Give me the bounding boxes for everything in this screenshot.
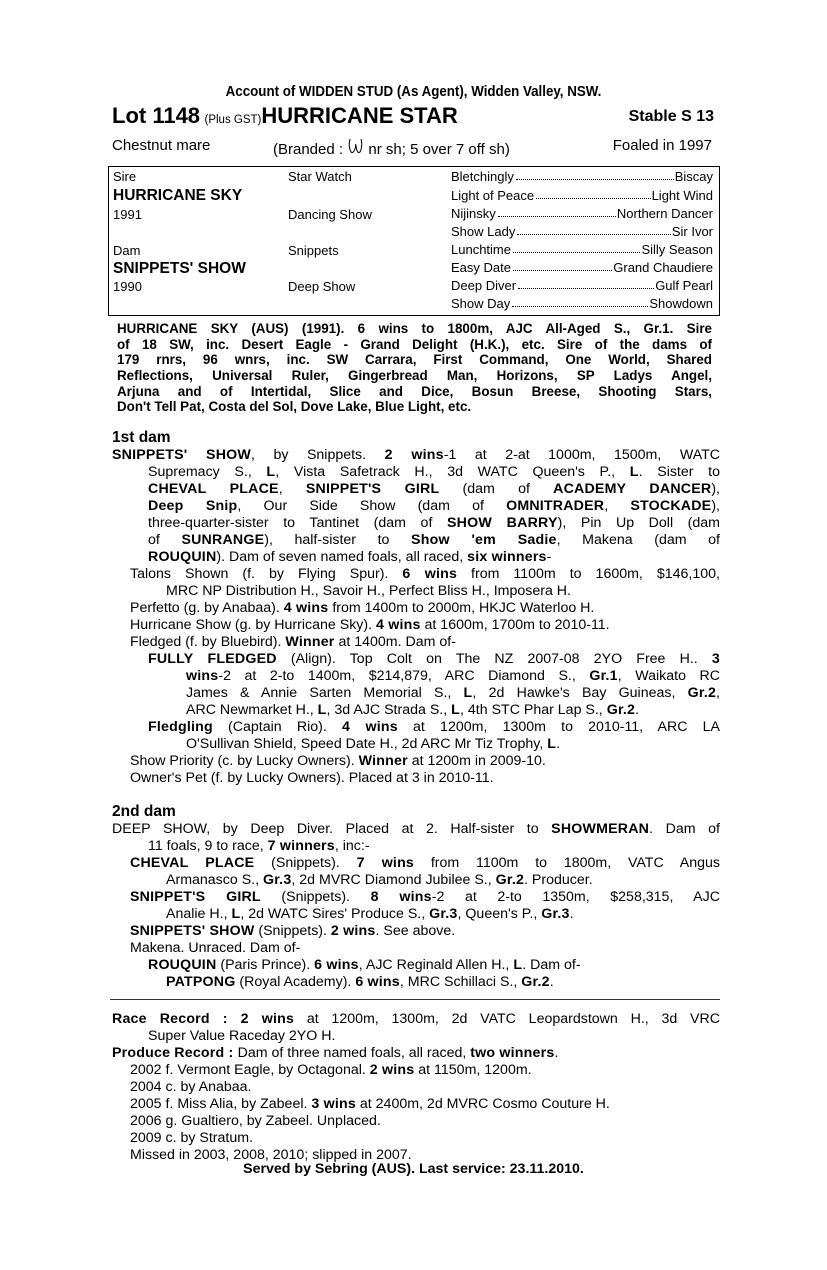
text-line <box>166 583 720 600</box>
text-line <box>130 617 720 634</box>
text: DEEP SHOW, by Deep Diver. Placed at 2. Half-sister to <box>112 821 552 837</box>
text-line <box>186 685 720 702</box>
text-line <box>130 770 720 787</box>
text: Super Value Raceday 2YO H. <box>148 1028 336 1044</box>
text: . <box>549 974 554 990</box>
text: (Snippets). <box>254 923 331 939</box>
second-dam-heading: 2nd dam <box>112 803 176 820</box>
text: , Waikato RC <box>617 668 720 684</box>
sire-summary-line: 179 rnrs, 96 wnrs, inc. SW Carrara, First Command, One World, Shared <box>117 352 712 368</box>
bold-text: Winner <box>358 753 408 769</box>
pedigree-table <box>108 166 720 316</box>
bold-text: L <box>231 906 241 922</box>
text: ), half-sister to <box>264 532 412 548</box>
ancestor-sire: Deep Diver <box>451 278 517 293</box>
dam-name: SNIPPETS' SHOW <box>113 260 246 277</box>
bold-text: Show 'em Sadie <box>411 532 557 548</box>
ancestor-sire: Lunchtime <box>451 242 511 257</box>
text-line <box>148 719 720 736</box>
bold-text: SNIPPETS' SHOW <box>112 447 251 463</box>
text-line <box>130 1079 720 1096</box>
text: -2 at 2-to 1350m, $258,315, AJC <box>431 889 720 905</box>
ancestor-sire: Nijinsky <box>451 206 496 221</box>
text: three-quarter-sister to Tantinet (dam of <box>148 515 447 531</box>
ancestor-sire: Easy Date <box>451 260 511 275</box>
bold-text: L <box>451 702 461 718</box>
text: , Our Side Show (dam of <box>237 498 507 514</box>
ancestor-row <box>451 278 713 293</box>
ancestor-sire: Show Day <box>451 296 511 311</box>
brand-mark-icon <box>347 137 364 155</box>
text: , Makena (dam of <box>556 532 721 548</box>
text: O'Sullivan Shield, Speed Date H., 2d ARC Mr Tiz Trophy, <box>186 736 548 752</box>
ancestor-dam-sire: Sir Ivor <box>671 224 713 239</box>
text: -1 at 2-at 1000m, 1500m, WATC <box>443 447 721 463</box>
text: (Captain Rio). <box>212 719 343 735</box>
text-line <box>112 1045 720 1062</box>
bold-text: CHEVAL PLACE <box>148 481 279 497</box>
text: , inc:- <box>334 838 370 854</box>
bold-text: Winner <box>285 634 335 650</box>
ancestor-row <box>451 260 713 275</box>
sire-label: Sire <box>113 169 137 184</box>
text-line <box>130 753 720 770</box>
text: from 1100m to 1800m, VATC Angus <box>414 855 720 871</box>
stable-number: Stable S 13 <box>628 108 714 125</box>
text: , 2d MVRC Diamond Jubilee S., <box>291 872 496 888</box>
brand-prefix: (Branded : <box>273 141 348 158</box>
text: Dam of three named foals, all raced, <box>237 1045 471 1061</box>
text: , 2d WATC Sires' Produce S., <box>240 906 430 922</box>
bold-text: 6 wins <box>402 566 458 582</box>
text: . Producer. <box>524 872 593 888</box>
text-line <box>130 855 720 872</box>
dam-year: 1990 <box>113 279 142 294</box>
text: . See above. <box>375 923 456 939</box>
text: Perfetto (g. by Anabaa). <box>130 600 284 616</box>
text-line <box>148 957 720 974</box>
text: , <box>716 685 720 701</box>
bold-text: STOCKADE <box>630 498 712 514</box>
bold-text: L <box>547 736 557 752</box>
bold-text: 6 wins <box>355 974 400 990</box>
text: . Sister to <box>638 464 720 480</box>
text: 2006 g. Gualtiero, by Zabeel. Unplaced. <box>130 1113 381 1129</box>
ancestor-dam-sire: Silly Season <box>641 242 713 257</box>
text: . <box>569 906 574 922</box>
bold-text: 2 wins <box>330 923 376 939</box>
horse-name: HURRICANE STAR <box>261 103 458 128</box>
text: Armanasco S., <box>166 872 263 888</box>
text-line <box>130 1062 720 1079</box>
text: (Snippets). <box>260 889 371 905</box>
bold-text: SNIPPETS' SHOW <box>130 923 255 939</box>
text: , by Snippets. <box>251 447 385 463</box>
bold-text: L <box>266 464 276 480</box>
sire-summary-line: Don't Tell Pat, Costa del Sol, Dove Lake, Blue Light, etc. <box>117 399 472 415</box>
bold-text: OMNITRADER <box>506 498 605 514</box>
bold-text: Gr.2 <box>606 702 636 718</box>
ancestor-dam-sire: Northern Dancer <box>616 206 713 221</box>
text: . Dam of- <box>522 957 581 973</box>
text: (Paris Prince). <box>216 957 315 973</box>
ancestor-dam-sire: Biscay <box>674 169 713 184</box>
text: . Dam of <box>649 821 720 837</box>
text: (Royal Academy). <box>235 974 356 990</box>
text-line <box>130 940 720 957</box>
text: 2004 c. by Anabaa. <box>130 1079 252 1095</box>
vendor-account: Account of WIDDEN STUD (As Agent), Widden Valley, NSW. <box>225 84 602 100</box>
dot-leader <box>516 169 674 180</box>
dot-leader <box>513 242 640 253</box>
bold-text: L <box>513 957 523 973</box>
text-line <box>112 821 720 838</box>
text-line <box>130 923 720 940</box>
sire-summary-line: of 18 SW, inc. Desert Eagle - Grand Delight (H.K.), etc. Sire of the dams of <box>117 336 712 352</box>
bold-text: 3 <box>711 651 720 667</box>
bold-text: wins <box>186 668 219 684</box>
text-line <box>112 447 720 464</box>
ancestor-sire: Light of Peace <box>451 188 535 203</box>
text: , AJC Reginald Allen H., <box>358 957 514 973</box>
sire-summary <box>117 321 712 415</box>
text: at 1150m, 1200m. <box>414 1062 532 1078</box>
text: of <box>148 532 182 548</box>
text-line <box>148 481 720 498</box>
bold-text: FULLY FLEDGED <box>148 651 277 667</box>
text: - <box>546 549 552 565</box>
bold-text: 7 winners <box>267 838 335 854</box>
text: . <box>554 1045 559 1061</box>
bold-text: 4 wins <box>376 617 421 633</box>
ancestor-dam-sire: Grand Chaudiere <box>613 260 713 275</box>
text: -2 at 2-to 1400m, $214,879, ARC Diamond S., <box>218 668 590 684</box>
service-note: Served by Sebring (AUS). Last service: 23.11.2010. <box>243 1161 584 1177</box>
brand-suffix: nr sh; 5 over 7 off sh) <box>364 141 510 158</box>
bold-text: Gr.3 <box>429 906 458 922</box>
gst-note: (Plus GST) <box>204 114 262 126</box>
text: Supremacy S., <box>148 464 267 480</box>
bold-text: Gr.2 <box>687 685 717 701</box>
bold-text: Deep Snip <box>148 498 238 514</box>
sire-summary-line: Arjuna and of Intertidal, Slice and Dice, Bosun Breese, Shooting Stars, <box>117 383 712 399</box>
text-line <box>148 838 720 855</box>
text-line <box>186 668 720 685</box>
bold-text: 3 wins <box>311 1096 356 1112</box>
bold-text: six winners <box>467 549 547 565</box>
text: , MRC Schillaci S., <box>399 974 522 990</box>
bold-text: Gr.2 <box>495 872 525 888</box>
bold-text: 4 wins <box>283 600 329 616</box>
ancestor-row <box>451 224 713 239</box>
bold-text: PATPONG <box>166 974 236 990</box>
ancestor-row <box>451 296 713 311</box>
text-line <box>130 1130 720 1147</box>
text: , 4th STC Phar Lap S., <box>460 702 607 718</box>
text: James & Annie Sarten Memorial S., <box>186 685 464 701</box>
bold-text: 4 wins <box>342 719 398 735</box>
bold-text: 8 wins <box>370 889 432 905</box>
text-line <box>166 974 720 991</box>
granddam-maternal: Deep Show <box>288 279 356 294</box>
bold-text: two winners <box>470 1045 555 1061</box>
ancestor-sire: Show Lady <box>451 224 516 239</box>
divider <box>110 999 720 1000</box>
text: (Align). Top Colt on The NZ 2007-08 2YO Free H.. <box>276 651 712 667</box>
sire-name: HURRICANE SKY <box>113 187 243 204</box>
sex-colour: Chestnut mare <box>112 137 211 154</box>
text-line <box>130 889 720 906</box>
text: Fledged (f. by Bluebird). <box>130 634 286 650</box>
bold-text: SNIPPET'S GIRL <box>305 481 440 497</box>
bold-text: CHEVAL PLACE <box>130 855 255 871</box>
text: 11 foals, 9 to race, <box>148 838 268 854</box>
ancestor-sire: Bletchingly <box>451 169 514 184</box>
text: at 1600m, 1700m to 2010-11. <box>420 617 610 633</box>
text-line <box>148 532 720 549</box>
text: 2002 f. Vermont Eagle, by Octagonal. <box>130 1062 370 1078</box>
text-line <box>148 498 720 515</box>
first-dam-heading: 1st dam <box>112 429 171 446</box>
foaled-year: Foaled in 1997 <box>612 137 712 154</box>
text: . <box>556 736 561 752</box>
text-line <box>148 651 720 668</box>
bold-text: L <box>629 464 639 480</box>
text: , <box>604 498 631 514</box>
horse-description <box>112 137 712 157</box>
text: 2009 c. by Stratum. <box>130 1130 254 1146</box>
bold-text: 6 wins <box>314 957 359 973</box>
text: Show Priority (c. by Lucky Owners). <box>130 753 359 769</box>
bold-text: SUNRANGE <box>181 532 265 548</box>
sire-summary-line: Reflections, Universal Ruler, Gingerbread Man, Horizons, SP Ladys Angel, <box>117 368 712 384</box>
ancestor-dam-sire: Showdown <box>649 296 713 311</box>
bold-text: Gr.1 <box>589 668 618 684</box>
ancestor-row <box>451 206 713 221</box>
bold-text: 2 wins <box>369 1062 415 1078</box>
text: ARC Newmarket H., <box>186 702 318 718</box>
text: Talons Shown (f. by Flying Spur). <box>130 566 403 582</box>
dot-leader <box>536 188 650 199</box>
bold-text: SNIPPET'S GIRL <box>130 889 261 905</box>
text: Hurricane Show (g. by Hurricane Sky). <box>130 617 377 633</box>
text-line <box>148 1028 720 1045</box>
bold-text: Gr.3 <box>541 906 570 922</box>
bold-text: L <box>317 702 327 718</box>
granddam-paternal: Dancing Show <box>288 207 372 222</box>
bold-text: ACADEMY DANCER <box>553 481 712 497</box>
grandsire-paternal: Star Watch <box>288 169 352 184</box>
bold-text: SHOWMERAN <box>551 821 650 837</box>
brand-info <box>273 137 510 158</box>
ancestor-row <box>451 169 713 184</box>
ancestor-row <box>451 242 713 257</box>
text: , 3d AJC Strada S., <box>326 702 452 718</box>
text: at 2400m, 2d MVRC Cosmo Couture H. <box>355 1096 610 1112</box>
text: Owner's Pet (f. by Lucky Owners). Placed at 3 in 2010-11. <box>130 770 494 786</box>
dot-leader <box>517 224 671 235</box>
text-line <box>130 634 720 651</box>
text: ). Dam of seven named foals, all raced, <box>216 549 468 565</box>
ancestor-dam-sire: Gulf Pearl <box>655 278 713 293</box>
text-line <box>166 906 720 923</box>
bold-text: 7 wins <box>356 855 415 871</box>
text: 2005 f. Miss Alia, by Zabeel. <box>130 1096 312 1112</box>
dot-leader <box>498 206 616 217</box>
text: . <box>635 702 640 718</box>
text-line <box>148 464 720 481</box>
text-line <box>186 736 720 753</box>
text: (dam of <box>439 481 554 497</box>
bold-text: ROUQUIN <box>148 957 217 973</box>
text: ), <box>711 498 720 514</box>
text: MRC NP Distribution H., Savoir H., Perfect Bliss H., Imposera H. <box>166 583 571 599</box>
text: (Snippets). <box>254 855 357 871</box>
text: , Vista Safetrack H., 3d WATC Queen's P., <box>275 464 630 480</box>
text-line <box>130 1113 720 1130</box>
dot-leader <box>512 296 648 307</box>
sire-year: 1991 <box>113 207 142 222</box>
text-line <box>112 1011 720 1028</box>
bold-text: ROUQUIN <box>148 549 217 565</box>
text: Makena. Unraced. Dam of- <box>130 940 301 956</box>
text: at 1400m. Dam of- <box>334 634 456 650</box>
bold-text: 2 wins <box>384 447 444 463</box>
text: , Queen's P., <box>457 906 542 922</box>
text-line <box>130 1096 720 1113</box>
sire-summary-line: HURRICANE SKY (AUS) (1991). 6 wins to 1800m, AJC All-Aged S., Gr.1. Sire <box>117 321 712 336</box>
bold-text: L <box>463 685 473 701</box>
text: , <box>278 481 306 497</box>
bold-text: Gr.2 <box>521 974 550 990</box>
text: ), <box>711 481 720 497</box>
text: Missed in 2003, 2008, 2010; slipped in 2007. <box>130 1147 412 1163</box>
text: from 1400m to 2000m, HKJC Waterloo H. <box>328 600 595 616</box>
text-line <box>166 872 720 889</box>
text-line <box>148 549 720 566</box>
text-line <box>148 515 720 532</box>
bold-text: Gr.3 <box>263 872 292 888</box>
text: ), Pin Up Doll (dam <box>557 515 721 531</box>
bold-text: Race Record : 2 wins <box>112 1011 295 1027</box>
dot-leader <box>518 278 654 289</box>
dot-leader <box>513 260 612 271</box>
dam-label: Dam <box>113 243 141 258</box>
ancestor-dam-sire: Light Wind <box>651 188 713 203</box>
grandsire-maternal: Snippets <box>288 243 339 258</box>
text-line <box>186 702 720 719</box>
lot-header <box>112 103 714 131</box>
text-line <box>130 566 720 583</box>
bold-text: Produce Record : <box>112 1045 238 1061</box>
text: Analie H., <box>166 906 232 922</box>
text: at 1200m in 2009-10. <box>407 753 546 769</box>
text: , 2d Hawke's Bay Guineas, <box>472 685 688 701</box>
bold-text: SHOW BARRY <box>446 515 558 531</box>
text: at 1200m, 1300m, 2d VATC Leopardstown H., 3d VRC <box>294 1011 720 1027</box>
lot-number: Lot 1148 <box>112 103 201 128</box>
ancestor-row <box>451 188 713 203</box>
text-line <box>130 600 720 617</box>
text: from 1100m to 1600m, $146,100, <box>457 566 720 582</box>
bold-text: Fledgling <box>148 719 213 735</box>
text: at 1200m, 1300m to 2010-11, ARC LA <box>397 719 721 735</box>
